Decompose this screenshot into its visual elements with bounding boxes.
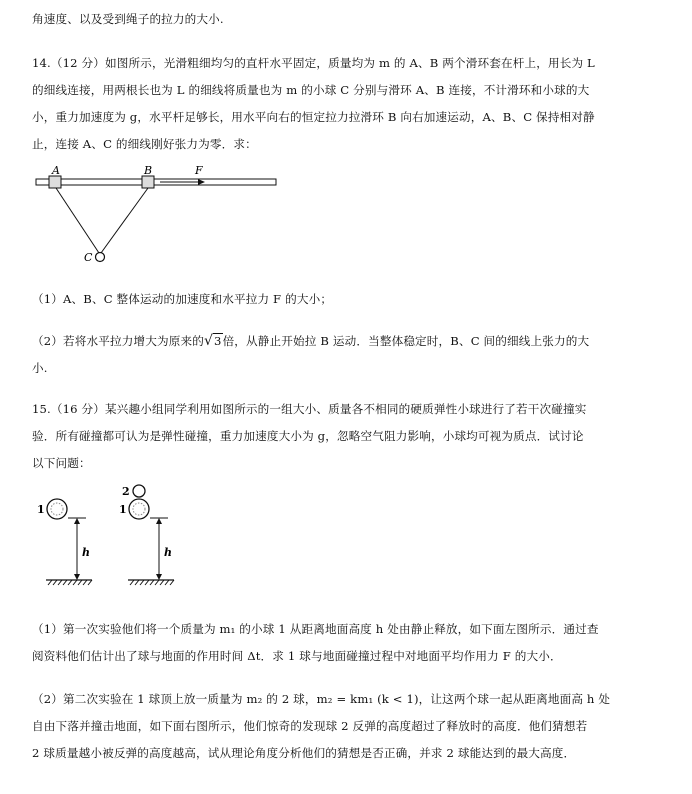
text-line: 角速度、以及受到绳子的拉力的大小.	[32, 12, 224, 26]
text-line: （1）A、B、C 整体运动的加速度和水平拉力 F 的大小；	[32, 292, 333, 306]
text-line: 以下问题：	[32, 456, 91, 470]
arrowhead	[74, 574, 80, 580]
q14-figure	[30, 160, 290, 270]
text-line: 小.	[32, 361, 48, 375]
q15-stem	[32, 396, 664, 477]
text-line: （2）若将水平拉力增大为原来的	[32, 334, 204, 348]
ring-a	[49, 176, 61, 188]
label-h-right: h	[164, 546, 172, 559]
text-line: 14.（12 分）如图所示，光滑粗细均匀的直杆水平固定，质量均为 m 的 A、B 两个滑环套在杆上，用长为 L	[32, 56, 595, 70]
text-line: （1）第一次实验他们将一个质量为 m₁ 的小球 1 从距离地面高度 h 处由静止释放，如下面左图所示．通过查	[32, 622, 599, 636]
text-line: 倍，从静止开始拉 B 运动．当整体稳定时，B、C 间的细线上张力的大	[222, 334, 590, 348]
ball-2-right	[133, 485, 145, 497]
arrowhead	[156, 574, 162, 580]
sqrt-radicand: 3	[214, 334, 222, 348]
label-a: A	[52, 164, 60, 177]
q15-figure	[30, 478, 230, 593]
q14-part1	[32, 286, 664, 313]
text-line: 15.（16 分）某兴趣小组同学利用如图所示的一组大小、质量各不相同的硬质弹性小球进行了若干次碰撞实	[32, 402, 587, 416]
sqrt-expression: √3	[203, 333, 222, 349]
label-ball-1-right: 1	[119, 503, 127, 516]
prev-question-tail	[32, 6, 664, 33]
text-line: 的细线连接，用两根长也为 L 的细线将质量也为 m 的小球 C 分别与滑环 A、B 连接，不计滑环和小球的大	[32, 83, 590, 97]
text-line: 2 球质量越小被反弹的高度越高，试从理论角度分析他们的猜想是否正确，并求 2 球能达到的最大高度．	[32, 746, 576, 760]
label-b: B	[144, 164, 153, 177]
string-ac	[56, 188, 99, 253]
label-ball-2-right: 2	[122, 485, 130, 498]
text-line: （2）第二次实验在 1 球顶上放一质量为 m₂ 的 2 球，m₂ = km₁ (k < 1)，让这两个球一起从距离地面高 h 处	[32, 692, 611, 706]
label-f: F	[195, 164, 203, 177]
label-h-left: h	[82, 546, 90, 559]
text-line: 验．所有碰撞都可认为是弹性碰撞，重力加速度大小为 g，忽略空气阻力影响，小球均可视为质点．试讨论	[32, 429, 584, 443]
text-line: 止，连接 A、C 的细线刚好张力为零．求：	[32, 137, 257, 151]
text-line: 阅资料他们估计出了球与地面的作用时间 Δt．求 1 球与地面碰撞过程中对地面平均作用力 F 的大小．	[32, 649, 562, 663]
arrowhead	[74, 518, 80, 524]
ball-1-right	[129, 499, 149, 519]
q14-part2	[32, 328, 664, 382]
ring-b	[142, 176, 154, 188]
q14-stem	[32, 50, 664, 158]
ground-hatch-left	[48, 580, 92, 585]
ball-c	[96, 253, 105, 262]
ground-hatch-right	[130, 580, 174, 585]
ball-1-left	[47, 499, 67, 519]
horizontal-rod	[36, 179, 276, 185]
text-line: 小，重力加速度为 g，水平杆足够长，用水平向右的恒定拉力拉滑环 B 向右加速运动，A、B、C 保持相对静	[32, 110, 595, 124]
q15-part2	[32, 686, 664, 767]
arrowhead	[156, 518, 162, 524]
text-line: 自由下落并撞击地面，如下面右图所示，他们惊奇的发现球 2 反弹的高度超过了释放时的高度．他们猜想若	[32, 719, 588, 733]
q15-part1	[32, 616, 664, 670]
label-c: C	[84, 251, 93, 264]
label-ball-1-left: 1	[37, 503, 45, 516]
string-bc	[101, 188, 148, 253]
